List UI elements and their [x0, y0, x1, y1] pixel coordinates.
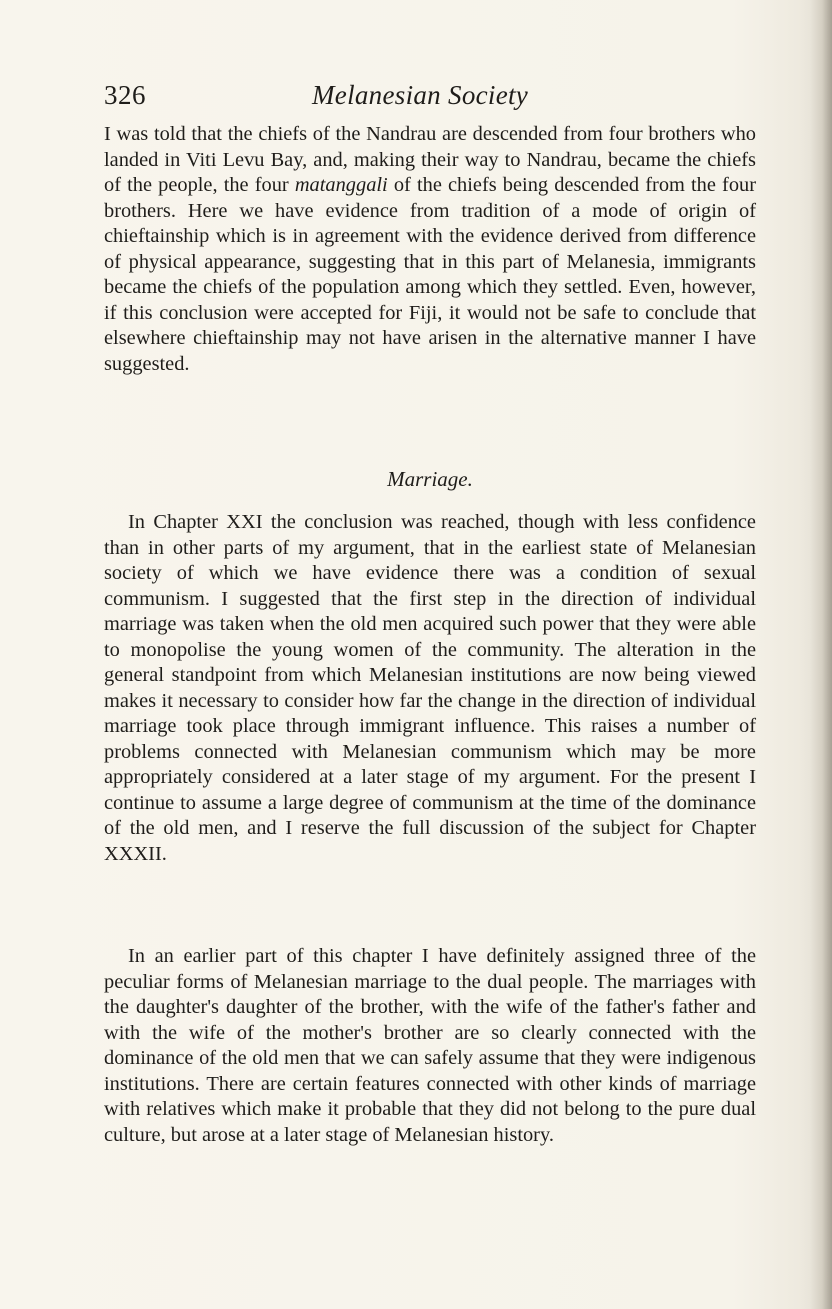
- section-heading: Marriage.: [387, 467, 473, 491]
- paragraph-marriage-1: [104, 510, 756, 867]
- running-title: Melanesian Society: [312, 80, 529, 110]
- paragraph-chieftainship: [104, 122, 756, 377]
- paragraph-3-text: In an earlier part of this chapter I have definitely assigned three of the peculiar forms of Melanesian marriage to the dual people. The marriages with the daughter's daughter of the brother, with the wife of the father's father and with the wife of the mother's brother are so clearly connected with the dominance of the old men that we can safely assume that they were indigenous institutions. There are certain features connected with other kinds of marriage with relatives which make it probable that they did not belong to the pure dual culture, but arose at a later stage of Melanesian history.: [104, 945, 756, 1146]
- paragraph-1-text-b: of the chiefs being descended from the four brothers. Here we have evidence from tradition of a mode of origin of chieftainship which is in agreement with the evidence derived from difference of physical appearance, suggesting that in this part of Melanesia, immigrants became the chiefs of the population among which they settled. Even, however, if this conclusion were accepted for Fiji, it would not be safe to conclude that elsewhere chieftainship may not have arisen in the alternative manner I have suggested.: [104, 174, 756, 375]
- paragraph-marriage-2: [104, 944, 756, 1148]
- page-edge-shadow: [810, 0, 832, 1309]
- italic-term: matanggali: [294, 174, 388, 196]
- paragraph-2-text: In Chapter XXI the conclusion was reached, though with less confidence than in other parts of my argument, that in the earliest state of Melanesian society of which we have evidence there was a condition of sexual communism. I suggested that the first step in the direction of individual marriage was taken when the old men acquired such power that they were able to monopolise the young women of the community. The alteration in the general standpoint from which Melanesian institutions are now being viewed makes it necessary to consider how far the change in the direction of individual marriage took place through immigrant influence. This raises a number of problems connected with Melanesian communism which may be more appropriately considered at a later stage of my argument. For the present I continue to assume a large degree of communism at the time of the dominance of the old men, and I reserve the full discussion of the subject for Chapter XXXII.: [104, 511, 756, 865]
- page-header: [104, 80, 754, 120]
- page-number: 326: [104, 80, 146, 110]
- paragraph-1-text-a: I was told that the chiefs of the Nandrau are descended from four brothers who landed in Viti Levu Bay, and, making their way to Nandrau, became the chiefs of the people, the four: [104, 123, 756, 196]
